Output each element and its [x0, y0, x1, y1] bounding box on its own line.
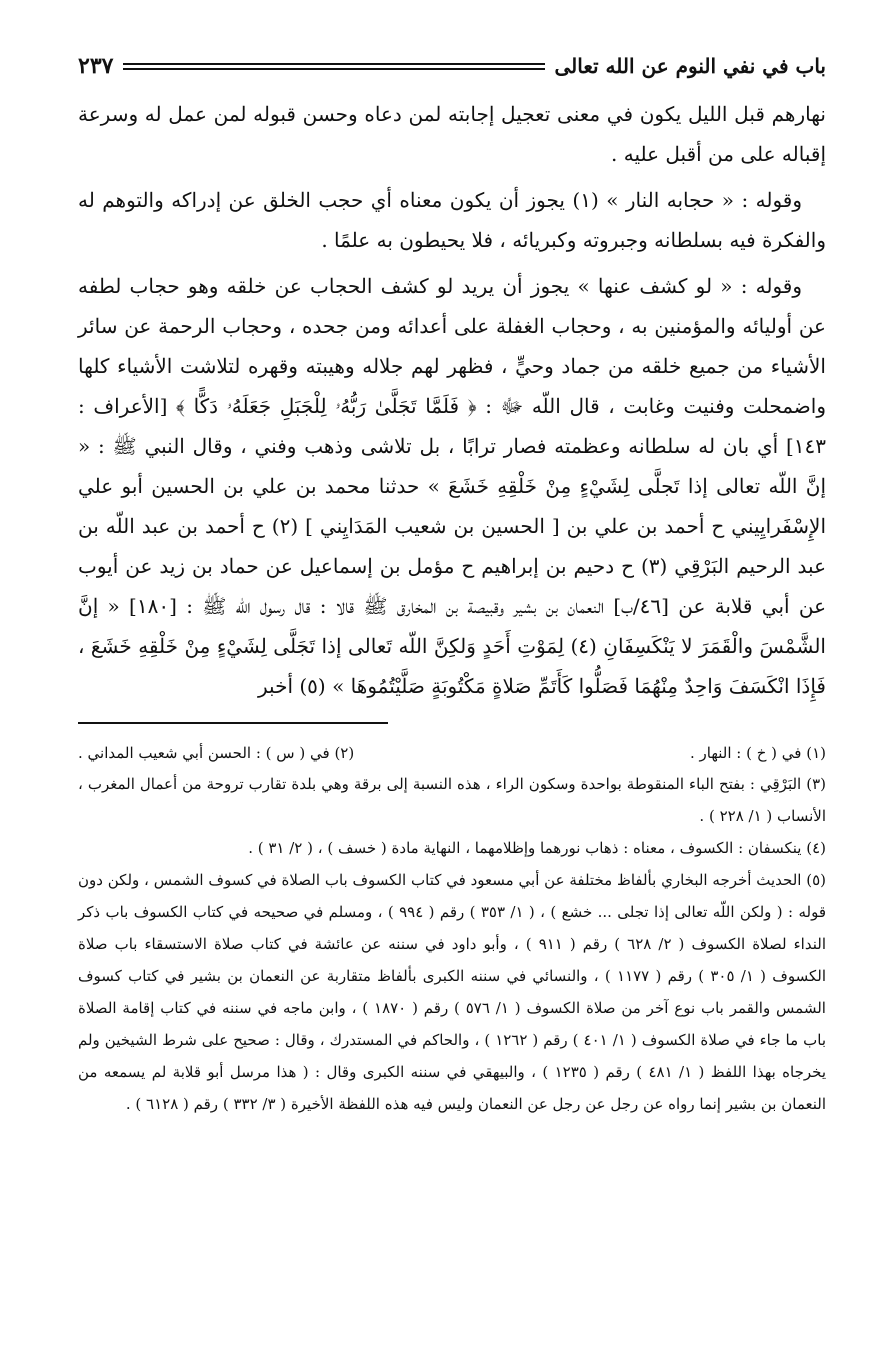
paragraph: نهارهم قبل الليل يكون في معنى تعجيل إجابته لمن دعاه وحسن قبوله لمن عمل له وسرعة إقباله على من أقبل عليه . [78, 102, 826, 166]
paragraph: وقوله : « حجابه النار » (١) يجوز أن يكون معناه أي حجب الخلق عن إدراكه والتوهم له والفكرة فيه بسلطانه وجبروته وكبريائه ، فلا يحيطون به علمًا . [78, 188, 826, 252]
footnotes [78, 738, 826, 1120]
footnote: (٣) البَرْقِي : بفتح الباء المنقوطة بواحدة وسكون الراء ، هذه النسبة إلى برقة وهي بلدة تقارب تروحة من أعمال المغرب ، الأنساب ( ١/ ٢٢٨ ) . [78, 775, 826, 825]
main-text [78, 94, 826, 706]
book-page [78, 40, 826, 1120]
paragraph: وقوله : « لو كشف عنها » يجوز أن يريد لو كشف الحجاب عن خلقه وهو حجاب لطفه عن أوليائه والمؤمنين به ، وحجاب الغفلة على أعدائه ومن جحده ، وحجاب الرحمة عن سائر الأشياء من جميع خلقه من جماد وحيٍّ ، فظهر لهم جلاله وهيبته وقهره لتلاشت الأشياء كلها واضمحلت وفنيت وغابت ، قال اللّه ﷻ : ﴿ فَلَمَّا تَجَلَّىٰ رَبُّهُۥ لِلْجَبَلِ جَعَلَهُۥ دَكًّا ﴾ [الأعراف : ١٤٣] أي بان له سلطانه وعظمته فصار ترابًا ، بل تلاشى وذهب وفني ، وقال النبي ﷺ : « إنَّ اللّه تعالى إذا تَجلَّى لِشَيْءٍ مِنْ خَلْقِهِ خَشَعَ » حدثنا محمد بن علي بن الحسين أبو علي الإِسْفَرايِيني ح أحمد بن علي بن [ الحسين بن شعيب المَدَايِني ] (٢) ح أحمد بن عبد اللّه بن عبد الرحيم البَرْقِي (٣) ح دحيم بن إبراهيم ح مؤمل بن إسماعيل عن حماد بن زيد عن أيوب عن أبي قلابة عن [٤٦/ب] النعمان بن بشير وقبيصة بن المخارق ﷺ قالا : قال رسول اللّه ﷺ : [١٨٠] « إنَّ الشَّمْسَ والْقَمَرَ لا يَنْكَسِفَانِ (٤) لِمَوْتِ أَحَدٍ وَلكِنَّ اللّه تَعالى إذا تَجَلَّى لِشَيْءٍ مِنْ خَلْقِهِ خَشَعَ ، فَإِذَا انْكَسَفَ وَاحِدٌ مِنْهُمَا فَصَلُّوا كَأَتَمِّ صَلاةٍ مَكْتُوبَةٍ صَلَّيْتُمُوهَا » (٥) أخبر [78, 274, 827, 698]
footnote: (٢) في ( س ) : الحسن أبي شعيب المداني . [78, 744, 355, 762]
footnote-row [78, 738, 826, 768]
page-header [78, 40, 826, 92]
footnote: (١) في ( خ ) : النهار . [689, 744, 826, 762]
header-rule [123, 63, 544, 70]
footnote-separator [78, 722, 388, 724]
running-title: باب في نفي النوم عن الله تعالى [554, 54, 826, 78]
footnote: (٥) الحديث أخرجه البخاري بألفاظ مختلفة عن أبي مسعود في كتاب الكسوف باب الصلاة في كسوف الشمس ، ولكن دون قوله : ( ولكن اللّه تعالى إذا تجلى ... خشع ) ، ( ١/ ٣٥٣ ) رقم ( ٩٩٤ ) ، ومسلم في صحيحه في كتاب الكسوف باب ذكر النداء لصلاة الكسوف ( ٢/ ٦٢٨ ) رقم ( ٩١١ ) ، وأبو داود في سننه عن عائشة في كتاب صلاة الاستسقاء باب صلاة الكسوف ( ١/ ٣٠٥ ) رقم ( ١١٧٧ ) ، والنسائي في سننه الكبرى بألفاظ متقاربة عن النعمان بن بشير في كتاب كسوف الشمس والقمر باب نوع آخر من صلاة الكسوف ( ١/ ٥٧٦ ) رقم ( ١٨٧٠ ) ، وابن ماجه في سننه في كتاب إقامة الصلاة باب ما جاء في صلاة الكسوف ( ١/ ٤٠١ ) رقم ( ١٢٦٢ ) ، والحاكم في المستدرك ، وقال : صحيح على شرط الشيخين ولم يخرجاه بهذا اللفظ ( ١/ ٤٨١ ) رقم ( ١٢٣٥ ) ، والبيهقي في سننه الكبرى وقال : ( هذا مرسل أبو قلابة لم يسمعه من النعمان بن بشير إنما رواه عن رجل عن رجل عن النعمان وليس فيه هذه اللفظة الأخيرة ( ٣/ ٣٣٢ ) رقم ( ٦١٢٨ ) . [78, 871, 827, 1113]
footnote: (٤) ينكسفان : الكسوف ، معناه : ذهاب نورهما وإظلامهما ، النهاية مادة ( خسف ) ، ( ٢/ ٣١ ) . [248, 839, 826, 857]
page-number: ٢٣٧ [78, 53, 114, 79]
